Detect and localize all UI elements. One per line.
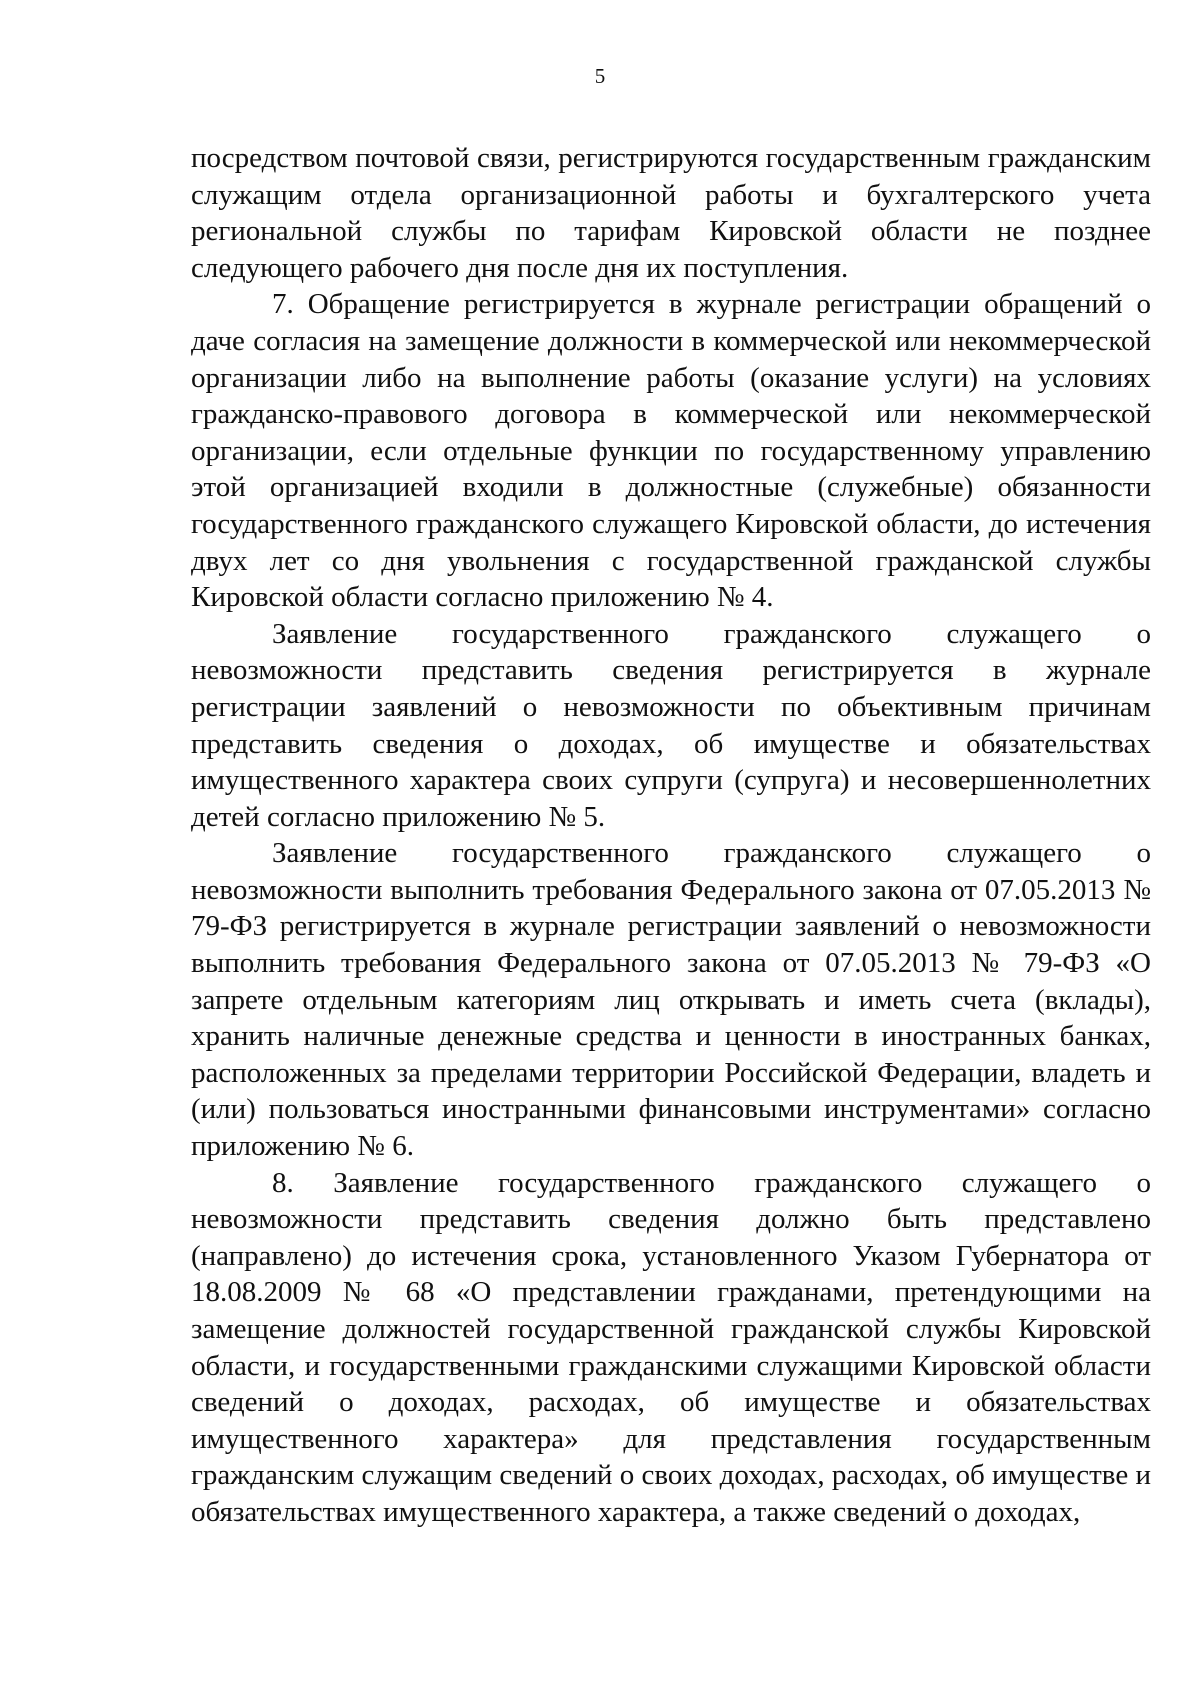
- paragraph-item-8: 8. Заявление государственного гражданского служащего о невозможности представить сведения должно быть представлено (направлено) до истечения срока, установленного Указом Губернатора от 18.08.2009 № 68 «О представлении гражданами, претендующими на замещение должностей государственной гражданской службы Кировской области, и государственными гражданскими служащими Кировской области сведений о доходах, расходах, об имуществе и обязательствах имущественного характера» для представления государственным гражданским служащим сведений о своих доходах, расходах, об имуществе и обязательствах имущественного характера, а также сведений о доходах,: [191, 1166, 1151, 1528]
- page-number: 5: [594, 64, 606, 88]
- document-body: [191, 140, 1151, 1531]
- paragraph-continuation: посредством почтовой связи, регистрируются государственным гражданским служащим отдела организационной работы и бухгалтерского учета региональной службы по тарифам Кировской области не позднее следующего рабочего дня после дня их поступления.: [191, 142, 1151, 284]
- paragraph-statement-info: Заявление государственного гражданского служащего о невозможности представить сведения регистрируется в журнале регистрации заявлений о невозможности по объективным причинам представить сведения о доходах, об имуществе и обязательствах имущественного характера своих супруги (супруга) и несовершеннолетних детей согласно приложению № 5.: [191, 617, 1151, 833]
- paragraph-statement-law: Заявление государственного гражданского служащего о невозможности выполнить требования Федерального закона от 07.05.2013 № 79-ФЗ регистрируется в журнале регистрации заявлений о невозможности выполнить требования Федерального закона от 07.05.2013 № 79-ФЗ «О запрете отдельным категориям лиц открывать и иметь счета (вклады), хранить наличные денежные средства и ценности в иностранных банках, расположенных за пределами территории Российской Федерации, владеть и (или) пользоваться иностранными финансовыми инструментами» согласно приложению № 6.: [191, 837, 1151, 1163]
- paragraph-item-7: 7. Обращение регистрируется в журнале регистрации обращений о даче согласия на замещение должности в коммерческой или некоммерческой организации либо на выполнение работы (оказание услуги) на условиях гражданско-правового договора в коммерческой или некоммерческой организации, если отдельные функции по государственному управлению этой организацией входили в должностные (служебные) обязанности государственного гражданского служащего Кировской области, до истечения двух лет со дня увольнения с государственной гражданской службы Кировской области согласно приложению № 4.: [191, 288, 1151, 614]
